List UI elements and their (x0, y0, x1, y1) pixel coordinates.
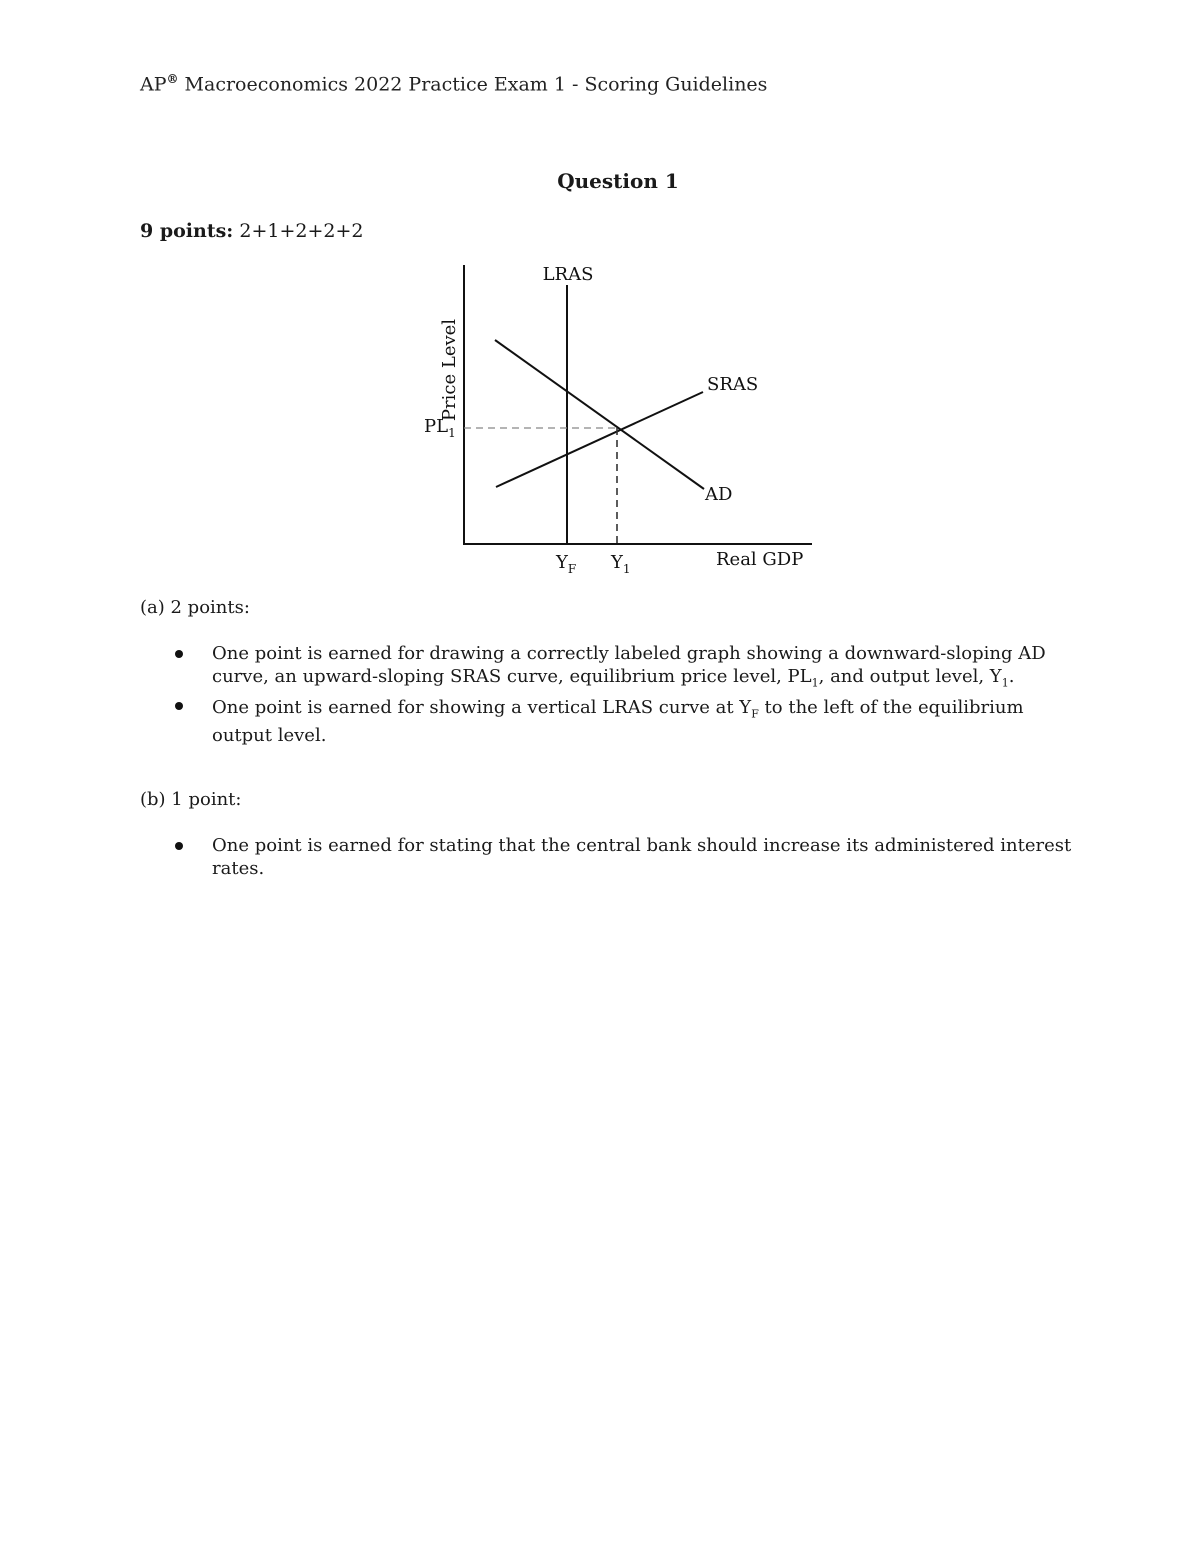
sras-label: SRAS (707, 374, 759, 395)
question-title: Question 1 (557, 169, 679, 193)
ad-as-graph (415, 255, 825, 585)
part-b-label: (b) 1 point: (140, 789, 242, 810)
yf-sub: F (567, 562, 577, 576)
part-a-label: (a) 2 points: (140, 597, 250, 618)
header-title: Macroeconomics 2022 Practice Exam 1 - Scoring Guidelines (178, 73, 768, 96)
x-axis-label: Real GDP (716, 549, 804, 570)
registered-mark: ® (166, 72, 179, 86)
pl1-main: PL (424, 416, 449, 437)
points-line (140, 220, 363, 242)
part-a-bullet-2: One point is earned for showing a vertical LRAS curve at $Y_F$ to the left of the equilibrium output level. (172, 694, 1072, 750)
part-b-bullets (172, 834, 1072, 886)
yf-main: Y (556, 552, 568, 573)
points-breakdown: 2+1+2+2+2 (233, 220, 364, 242)
part-a-bullet-1: One point is earned for drawing a correctly labeled graph showing a downward-sloping AD curve, an upward-sloping SRAS curve, equilibrium price level, $PL_1$, and output level, $Y_1$. (172, 642, 1072, 688)
y1-sub: 1 (622, 562, 631, 576)
y-axis-label: Price Level (439, 318, 460, 422)
pl1-sub: 1 (448, 426, 456, 440)
ad-curve (495, 340, 704, 489)
yf-label (555, 552, 576, 576)
header-ap: AP (140, 73, 167, 96)
part-a-bullets (172, 642, 1072, 756)
sras-curve (496, 392, 703, 487)
lras-label: LRAS (542, 264, 594, 285)
page-header (140, 72, 767, 95)
y1-main: Y (611, 552, 623, 573)
y1-label (610, 552, 631, 576)
ad-label: AD (705, 484, 733, 505)
part-b-bullet-1: One point is earned for stating that the central bank should increase its administered interest rates. (172, 834, 1072, 880)
points-label: 9 points: (140, 220, 234, 242)
